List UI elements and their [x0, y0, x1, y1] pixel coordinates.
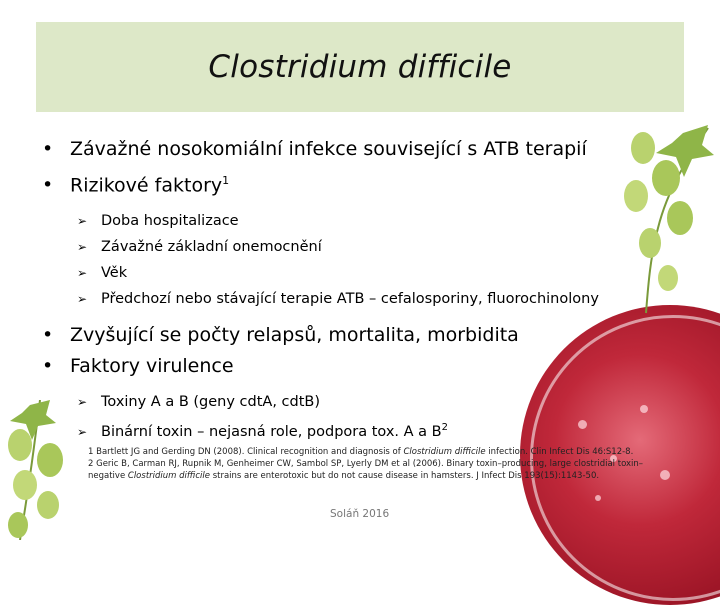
bullet-symbol: • — [42, 324, 54, 347]
sub-item — [77, 389, 602, 415]
hop-branch-top-right-image — [588, 118, 720, 318]
arrow-bullet-icon: ➢ — [77, 240, 88, 255]
footnote-mark: 2 — [441, 422, 448, 434]
risk-factor-list — [42, 208, 602, 312]
sub-item-text: Věk — [101, 265, 128, 282]
arrow-bullet-icon: ➢ — [77, 425, 88, 440]
arrow-bullet-icon: ➢ — [77, 214, 88, 229]
bullet-item — [42, 134, 602, 165]
colony — [640, 405, 648, 413]
sub-item-text: Binární toxin – nejasná role, podpora tox. A a $B^2$ — [101, 422, 448, 441]
sub-item-text: Doba hospitalizace — [101, 213, 239, 230]
reference-1: 1 Bartlett JG and Gerding DN (2008). Clinical recognition and diagnosis of Clostridium difficile infection. Clin Infect Dis 46:S12-8. — [88, 447, 634, 457]
slide-title: Clostridium difficile — [208, 49, 512, 85]
arrow-bullet-icon: ➢ — [77, 395, 88, 410]
sub-item — [77, 234, 602, 260]
bullet-text: Faktory virulence — [70, 355, 234, 378]
colony — [595, 495, 601, 501]
virulence-list — [42, 389, 602, 445]
bullet-symbol: • — [42, 355, 54, 378]
bullet-text: Závažné nosokomiální infekce související s ATB terapií — [70, 138, 587, 160]
sub-item — [77, 286, 602, 312]
footer-text: Soláň 2016 — [330, 508, 390, 520]
bullet-symbol: • — [42, 138, 54, 160]
sub-item — [77, 208, 602, 234]
bullet-text: Zvyšující se počty relapsů, mortalita, morbidita — [70, 324, 519, 347]
bullet-item — [42, 165, 602, 201]
arrow-bullet-icon: ➢ — [77, 292, 88, 307]
bullet-text: Rizikové faktory$^1$ — [70, 174, 230, 197]
bullet-item — [42, 320, 602, 351]
reference-2: 2 Geric B, Carman RJ, Rupnik M, Genheimer CW, Sambol SP, Lyerly DM et al (2006). Binary toxin–producing, large clostridial toxin–negative Clostridium difficile strains are enterotoxic but do not cause disease in hamsters. J Infect Dis 193(15):1143-50. — [88, 459, 644, 481]
sub-item-text: Toxiny A a B (geny cdtA, cdtB) — [101, 394, 321, 411]
sub-item — [77, 260, 602, 286]
title-bar — [36, 22, 684, 112]
sub-item — [77, 415, 602, 445]
bullet-list — [42, 134, 602, 453]
sub-item-text: Závažné základní onemocnění — [101, 239, 322, 256]
references — [88, 446, 648, 482]
colony — [660, 470, 670, 480]
bullet-symbol: • — [42, 174, 54, 197]
sub-item-text: Předchozí nebo stávající terapie ATB – cefalosporiny, fluorochinolony — [101, 291, 599, 308]
bullet-item — [42, 351, 602, 382]
footnote-mark: 1 — [222, 174, 230, 187]
arrow-bullet-icon: ➢ — [77, 266, 88, 281]
